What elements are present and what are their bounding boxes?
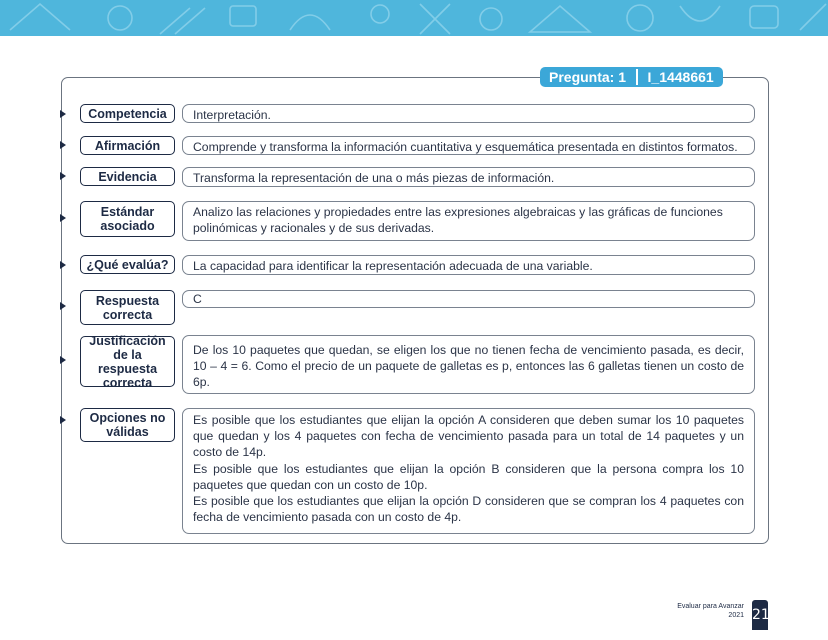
invalid-option-a: Es posible que los estudiantes que elijan la opción A consideren que deben sumar los 10 paquetes que quedan y los 4 paquetes con fecha de vencimiento pasada para un total de 14 paquetes y un costo de 14p.	[193, 413, 744, 460]
label-evidencia: Evidencia	[80, 167, 175, 186]
content-afirmacion: Comprende y transforma la información cuantitativa y esquemática presentada en distintos formatos.	[182, 136, 755, 155]
label-opciones-no-validas: Opciones no válidas	[80, 408, 175, 442]
invalid-option-b: Es posible que los estudiantes que elijan la opción B consideren que la persona compra los 10 paquetes que quedan con un costo de 10p.	[193, 461, 744, 492]
bullet-arrow-icon	[60, 214, 66, 222]
content-estandar-asociado: Analizo las relaciones y propiedades entre las expresiones algebraicas y las gráficas de funciones polinómicas y racionales y de sus derivadas.	[182, 201, 755, 241]
question-number: Pregunta: 1	[549, 69, 627, 85]
bullet-arrow-icon	[60, 416, 66, 424]
footer-text	[648, 603, 744, 621]
bullet-arrow-icon	[60, 110, 66, 118]
content-que-evalua: La capacidad para identificar la representación adecuada de una variable.	[182, 255, 755, 275]
invalid-option-d: Es posible que los estudiantes que elijan la opción D consideren que se compran los 4 paquetes con fecha de vencimiento pasada con un costo de 4p.	[193, 494, 744, 525]
label-estandar-asociado: Estándar asociado	[80, 201, 175, 237]
bullet-arrow-icon	[60, 302, 66, 310]
label-respuesta-correcta: Respuesta correcta	[80, 290, 175, 325]
content-opciones-no-validas	[182, 408, 755, 534]
page-number: 21	[752, 600, 768, 630]
header-banner	[0, 0, 828, 36]
label-que-evalua: ¿Qué evalúa?	[80, 255, 175, 274]
label-justificacion: Justificación de la respuesta correcta	[80, 336, 175, 387]
content-justificacion: De los 10 paquetes que quedan, se eligen los que no tienen fecha de vencimiento pasada, es decir, 10 – 4 = 6. Como el precio de un paquete de galletas es p, entonces las 6 galletas tienen un costo de 6p.	[182, 335, 755, 394]
label-competencia: Competencia	[80, 104, 175, 123]
footer-year: 2021	[728, 611, 744, 619]
content-evidencia: Transforma la representación de una o más piezas de información.	[182, 167, 755, 187]
label-afirmacion: Afirmación	[80, 136, 175, 155]
question-tab	[540, 67, 723, 87]
decorative-pattern-icon	[0, 0, 828, 36]
bullet-arrow-icon	[60, 261, 66, 269]
footer-program: Evaluar para Avanzar	[677, 603, 744, 610]
question-code: I_1448661	[647, 69, 714, 85]
bullet-arrow-icon	[60, 141, 66, 149]
bullet-arrow-icon	[60, 356, 66, 364]
bullet-arrow-icon	[60, 172, 66, 180]
content-competencia: Interpretación.	[182, 104, 755, 123]
content-respuesta-correcta: C	[182, 290, 755, 308]
